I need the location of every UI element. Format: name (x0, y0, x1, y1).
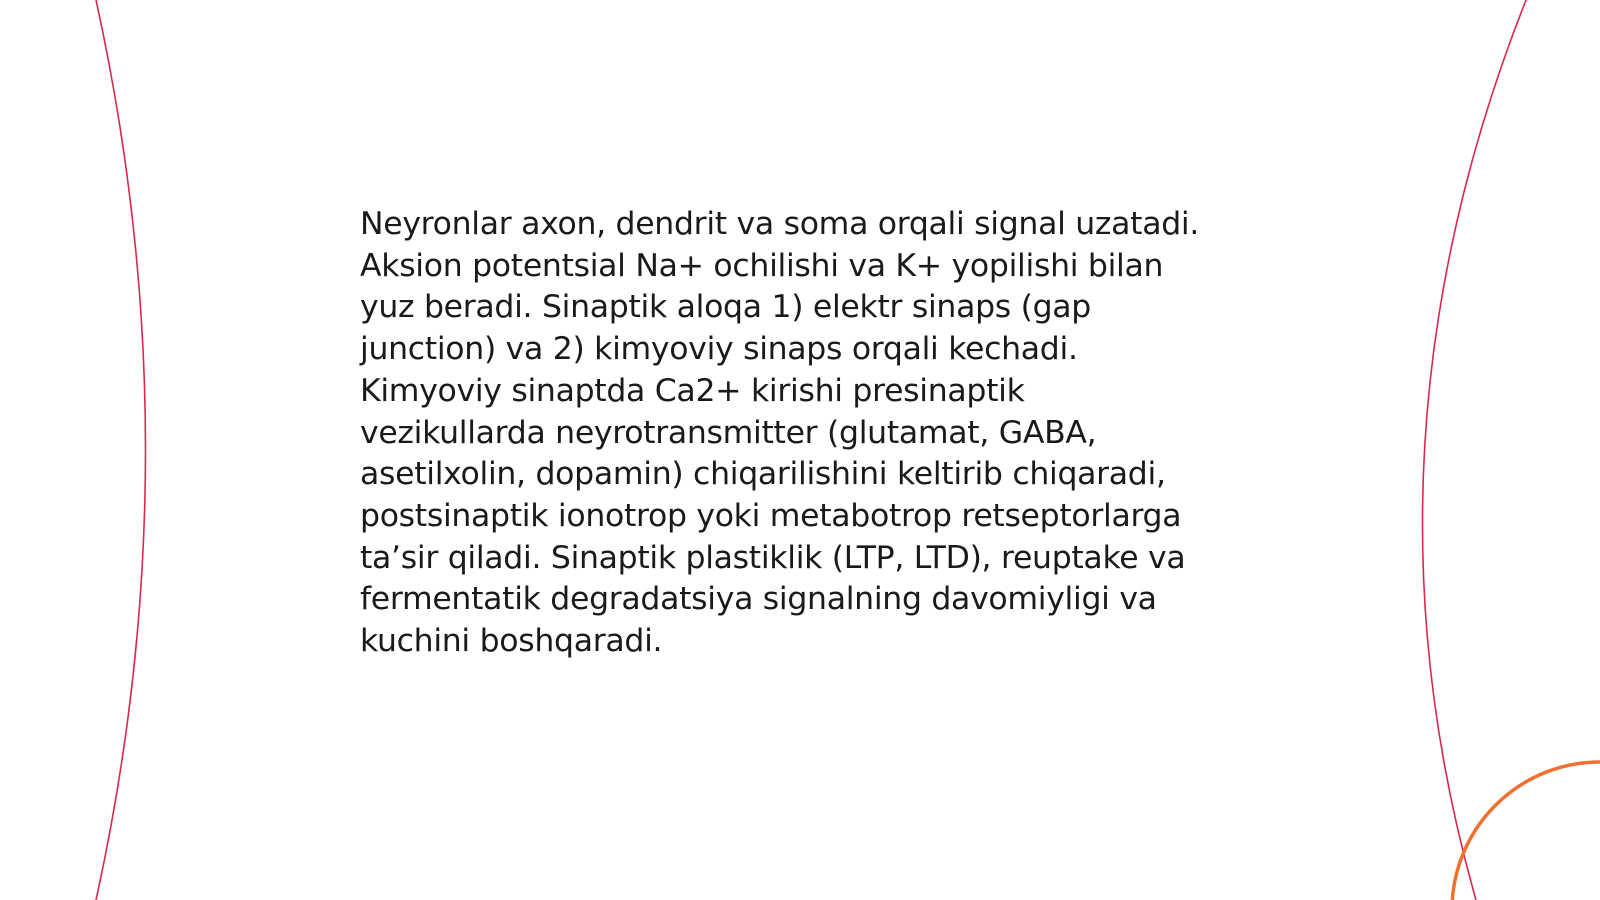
body-line: Kimyoviy sinaptda Ca2+ kirishi presinaptik (360, 372, 1025, 409)
body-line: yuz beradi. Sinaptik aloqa 1) elektr sinaps (gap (360, 289, 1092, 326)
left-curve-line (96, 0, 146, 900)
body-line: ta’sir qiladi. Sinaptik plastiklik (LTP, LTD), reuptake va (360, 539, 1186, 576)
body-line: postsinaptik ionotrop yoki metabotrop retseptorlarga (360, 497, 1182, 534)
orange-arc (1452, 762, 1600, 900)
body-line: junction) va 2) kimyoviy sinaps orqali kechadi. (360, 331, 1078, 368)
right-curve-line (1422, 0, 1526, 900)
body-line: vezikullarda neyrotransmitter (glutamat, GABA, (360, 414, 1097, 451)
body-line: asetilxolin, dopamin) chiqarilishini keltirib chiqaradi, (360, 456, 1166, 493)
body-line: Neyronlar axon, dendrit va soma orqali signal uzatadi. (360, 206, 1200, 242)
body-line: kuchini boshqaradi. (360, 623, 663, 660)
body-line: Aksion potentsial Na+ ochilishi va K+ yopilishi bilan (360, 247, 1164, 284)
body-line: fermentatik degradatsiya signalning davomiyligi va (360, 581, 1157, 618)
slide-body-text (360, 204, 1260, 663)
